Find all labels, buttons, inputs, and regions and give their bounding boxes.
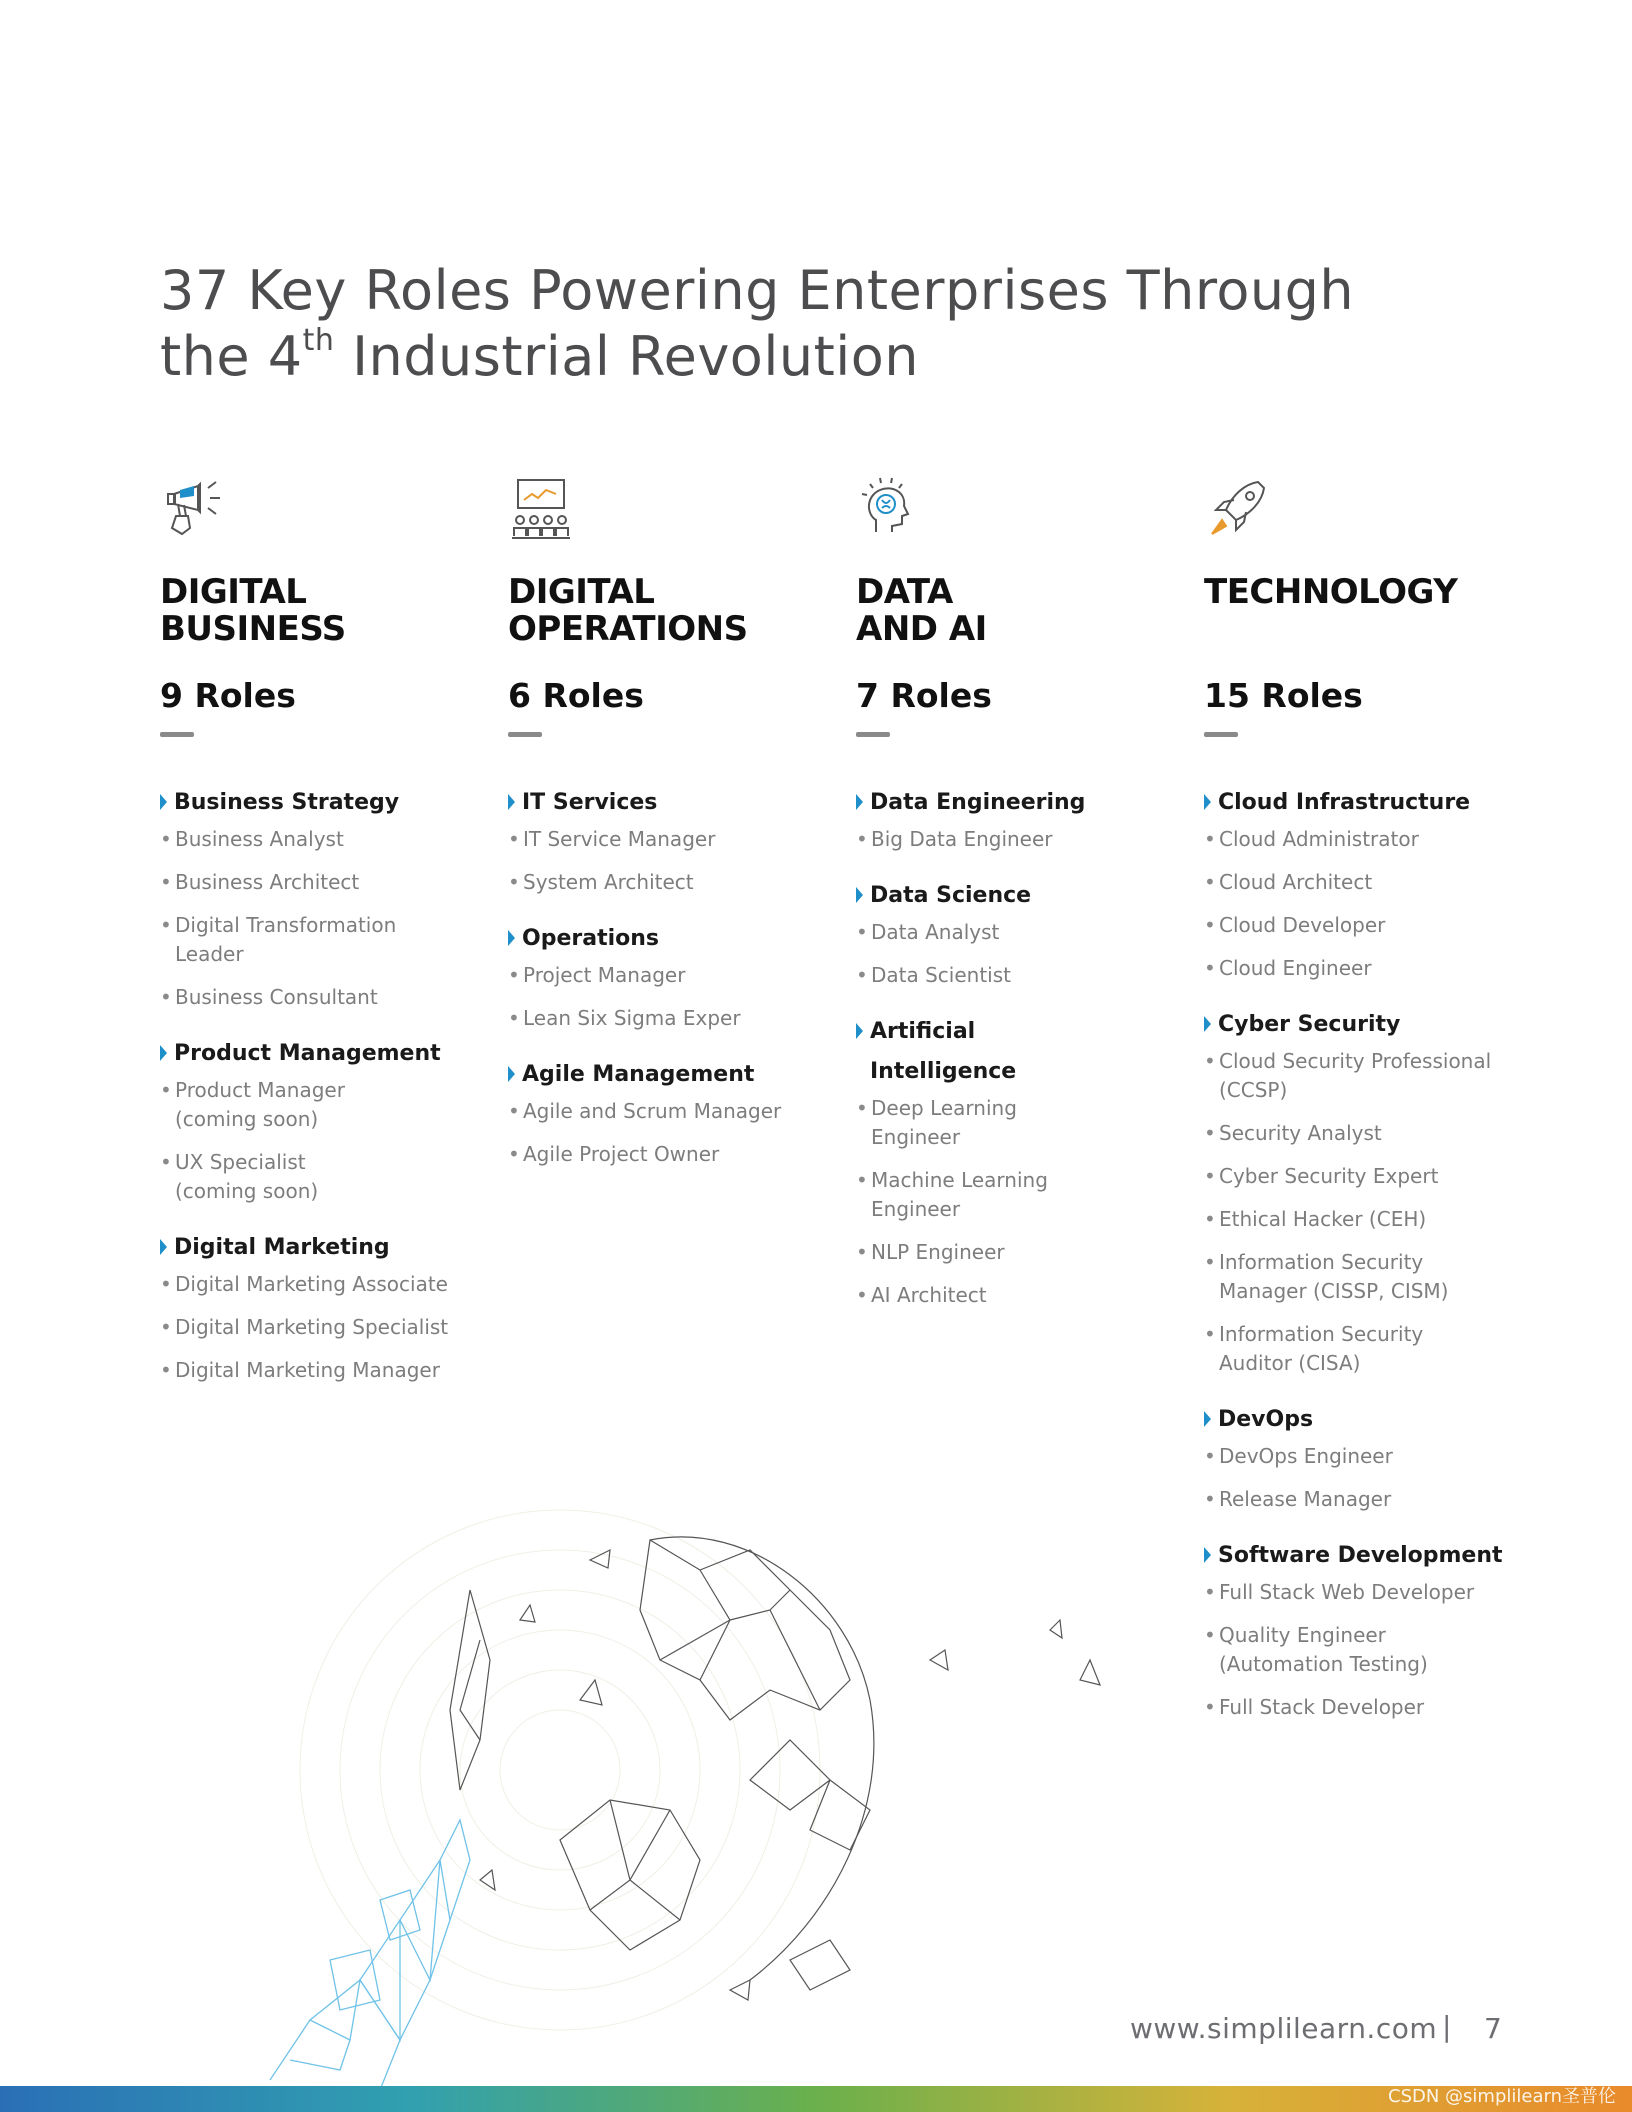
role-item: • Big Data Engineer bbox=[856, 825, 1176, 854]
title-line-2: the 4th Industrial Revolution bbox=[160, 323, 920, 388]
group-heading: Artificial Intelligence bbox=[856, 1012, 1176, 1092]
presentation-icon bbox=[508, 476, 580, 544]
column-digital-operations bbox=[508, 476, 828, 1191]
role-group bbox=[1204, 783, 1524, 983]
role-item: • DevOps Engineer bbox=[1204, 1442, 1524, 1471]
brain-head-icon bbox=[856, 476, 928, 544]
category-title: DIGITAL OPERATIONS bbox=[508, 572, 748, 649]
divider bbox=[508, 732, 542, 737]
role-item: • Deep Learning Engineer bbox=[856, 1094, 1176, 1152]
role-item: • Quality Engineer (Automation Testing) bbox=[1204, 1621, 1524, 1679]
role-item: • Cloud Security Professional (CCSP) bbox=[1204, 1047, 1524, 1105]
role-item: • Information Security Auditor (CISA) bbox=[1204, 1320, 1524, 1378]
role-item: • Cloud Architect bbox=[1204, 868, 1524, 897]
role-item: • UX Specialist (coming soon) bbox=[160, 1148, 480, 1206]
role-count: 15 Roles bbox=[1204, 676, 1363, 715]
column-technology bbox=[1204, 476, 1524, 1744]
role-item: • Business Consultant bbox=[160, 983, 480, 1012]
role-item: • System Architect bbox=[508, 868, 828, 897]
role-group bbox=[1204, 1536, 1524, 1722]
watermark: CSDN @simplilearn圣普伦 bbox=[1388, 2086, 1616, 2107]
role-item: • NLP Engineer bbox=[856, 1238, 1176, 1267]
group-heading: Cyber Security bbox=[1204, 1005, 1524, 1045]
role-item: • Agile Project Owner bbox=[508, 1140, 828, 1169]
title-line-1: 37 Key Roles Powering Enterprises Through bbox=[160, 259, 1355, 322]
role-item: • Machine Learning Engineer bbox=[856, 1166, 1176, 1224]
group-heading: Agile Management bbox=[508, 1055, 828, 1095]
group-heading: Data Engineering bbox=[856, 783, 1176, 823]
group-heading: IT Services bbox=[508, 783, 828, 823]
role-item: • Product Manager (coming soon) bbox=[160, 1076, 480, 1134]
role-group bbox=[856, 1012, 1176, 1310]
role-item: • Release Manager bbox=[1204, 1485, 1524, 1514]
role-group bbox=[508, 783, 828, 897]
column-data-and-ai bbox=[856, 476, 1176, 1332]
column-digital-business bbox=[160, 476, 480, 1407]
footer-separator: | bbox=[1442, 2010, 1452, 2043]
role-item: • Business Analyst bbox=[160, 825, 480, 854]
role-groups bbox=[160, 783, 480, 1385]
role-group bbox=[160, 1228, 480, 1385]
group-heading: Cloud Infrastructure bbox=[1204, 783, 1524, 823]
role-item: • Business Architect bbox=[160, 868, 480, 897]
category-title: TECHNOLOGY bbox=[1204, 572, 1458, 612]
role-item: • Cloud Engineer bbox=[1204, 954, 1524, 983]
role-item: • Full Stack Developer bbox=[1204, 1693, 1524, 1722]
megaphone-icon bbox=[160, 476, 232, 544]
divider bbox=[1204, 732, 1238, 737]
role-item: • Cloud Developer bbox=[1204, 911, 1524, 940]
category-title: DATA AND AI bbox=[856, 572, 987, 649]
role-groups bbox=[1204, 783, 1524, 1722]
group-heading: DevOps bbox=[1204, 1400, 1524, 1440]
role-item: • Digital Marketing Specialist bbox=[160, 1313, 480, 1342]
group-heading: Digital Marketing bbox=[160, 1228, 480, 1268]
role-group bbox=[856, 876, 1176, 990]
role-count: 6 Roles bbox=[508, 676, 644, 715]
globe-network-illustration bbox=[230, 1480, 1150, 2090]
divider bbox=[160, 732, 194, 737]
group-heading: Business Strategy bbox=[160, 783, 480, 823]
group-heading: Data Science bbox=[856, 876, 1176, 916]
role-group bbox=[856, 783, 1176, 854]
role-count: 9 Roles bbox=[160, 676, 296, 715]
rocket-icon bbox=[1204, 476, 1276, 544]
role-item: • Digital Transformation Leader bbox=[160, 911, 480, 969]
role-item: • IT Service Manager bbox=[508, 825, 828, 854]
role-group bbox=[508, 919, 828, 1033]
role-item: • Data Scientist bbox=[856, 961, 1176, 990]
role-group bbox=[160, 783, 480, 1012]
role-item: • Project Manager bbox=[508, 961, 828, 990]
role-item: • Information Security Manager (CISSP, CISM) bbox=[1204, 1248, 1524, 1306]
role-item: • Cyber Security Expert bbox=[1204, 1162, 1524, 1191]
group-heading: Product Management bbox=[160, 1034, 480, 1074]
page-number: 7 bbox=[1484, 2012, 1502, 2045]
group-heading: Software Development bbox=[1204, 1536, 1524, 1576]
role-item: • Full Stack Web Developer bbox=[1204, 1578, 1524, 1607]
role-item: • Lean Six Sigma Exper bbox=[508, 1004, 828, 1033]
role-item: • Ethical Hacker (CEH) bbox=[1204, 1205, 1524, 1234]
role-groups bbox=[508, 783, 828, 1169]
role-group bbox=[160, 1034, 480, 1206]
group-heading: Operations bbox=[508, 919, 828, 959]
footer-url[interactable]: www.simplilearn.com bbox=[1130, 2012, 1438, 2045]
role-item: • AI Architect bbox=[856, 1281, 1176, 1310]
role-item: • Digital Marketing Associate bbox=[160, 1270, 480, 1299]
page-title bbox=[160, 258, 1460, 390]
role-item: • Security Analyst bbox=[1204, 1119, 1524, 1148]
role-group bbox=[508, 1055, 828, 1169]
role-group bbox=[1204, 1400, 1524, 1514]
role-count: 7 Roles bbox=[856, 676, 992, 715]
role-item: • Data Analyst bbox=[856, 918, 1176, 947]
category-title: DIGITAL BUSINESS bbox=[160, 572, 346, 649]
divider bbox=[856, 732, 890, 737]
role-item: • Digital Marketing Manager bbox=[160, 1356, 480, 1385]
role-group bbox=[1204, 1005, 1524, 1378]
role-groups bbox=[856, 783, 1176, 1310]
role-item: • Cloud Administrator bbox=[1204, 825, 1524, 854]
role-item: • Agile and Scrum Manager bbox=[508, 1097, 828, 1126]
